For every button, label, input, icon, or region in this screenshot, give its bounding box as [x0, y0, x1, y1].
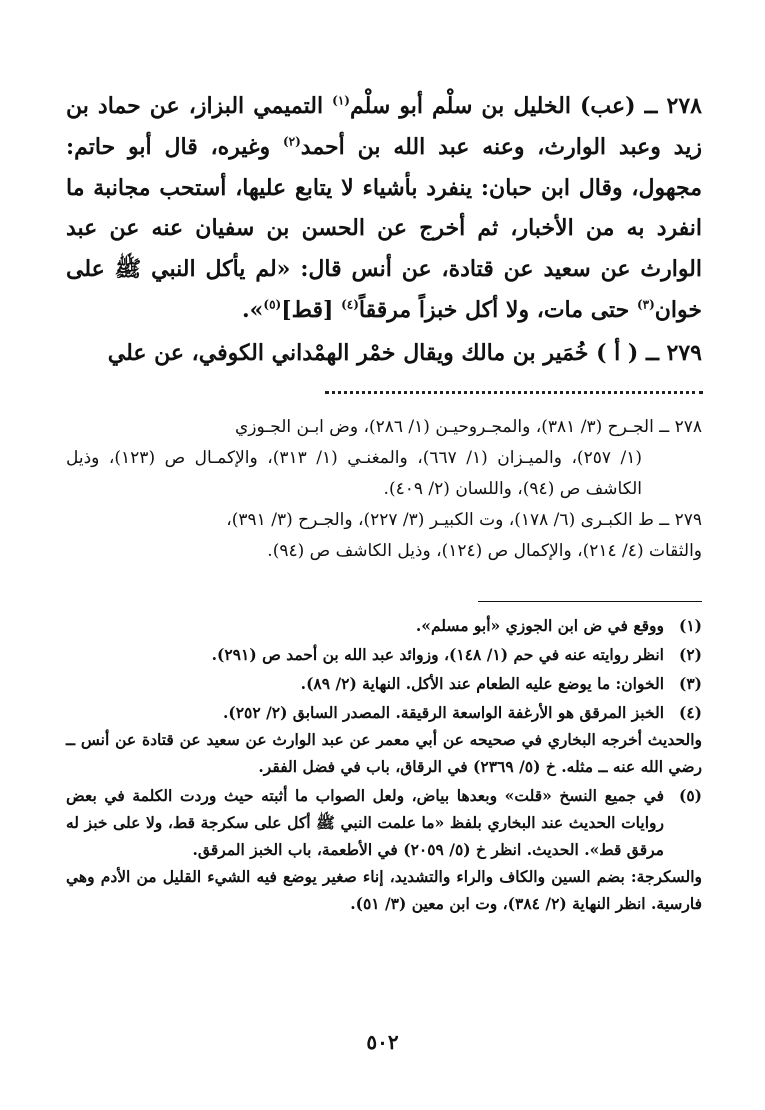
- footnote-ref-2: (٢): [282, 134, 301, 149]
- main-text: [66, 86, 702, 374]
- footnote-number: (٤): [678, 703, 702, 722]
- footnote-ref-4: (٤): [341, 297, 359, 312]
- page-number: ٥٠٢: [366, 1030, 399, 1054]
- footnote-4: [66, 699, 702, 726]
- dotted-separator: [325, 391, 703, 398]
- entry-278-text: ».: [241, 296, 264, 323]
- footnote-number: (٥): [678, 786, 702, 805]
- references-block: [66, 412, 702, 567]
- ref-279-line: ٢٧٩ ــ ط الكبـرى (٦/ ١٧٨)، وت الكبيـر (٣/ ٢٢٧)، والجـرح (٣/ ٣٩١)،: [226, 510, 702, 530]
- entry-278: [66, 86, 702, 331]
- footnotes-block: [66, 612, 702, 917]
- footnote-ref-3: (٣): [636, 297, 655, 312]
- footnote-text: انظر روايته عنه في حم (١/ ١٤٨)، وزوائد عبد الله بن أحمد ص (٢٩١).: [211, 645, 664, 664]
- footnote-text: الخبز المرقق هو الأرغفة الواسعة الرقيقة. المصدر السابق (٢/ ٢٥٢).: [222, 703, 664, 722]
- footnote-ref-1: (١): [332, 93, 350, 108]
- footnote-2: [66, 641, 702, 668]
- entry-278-text: التميمي البزاز، عن حماد بن زيد وعبد الوارث، وعنه عبد الله بن أحمد: [66, 93, 702, 160]
- entry-279: ٢٧٩ ــ ( أ ) خُمَير بن مالك ويقال خمْر الهمْداني الكوفي، عن علي: [107, 339, 702, 366]
- footnote-number: (١): [678, 616, 702, 635]
- ref-278-continuation: (١/ ٢٥٧)، والميـزان (١/ ٦٦٧)، والمغنـي (١/ ٣١٣)، والإكمـال ص (١٢٣)، وذيل الكاشف ص (٩٤)، واللسان (٢/ ٤٠٩).: [66, 448, 642, 499]
- entry-278-text: ٢٧٨ ــ (عب) الخليل بن سلْم أبو سلْم: [349, 93, 702, 119]
- footnote-5-continuation: والسكرجة: بضم السين والكاف والراء والتشديد، إناء صغير يوضع فيه الشيء القليل من الأدم وهي فارسية. انظر النهاية (٢/ ٣٨٤)، وت ابن معين (٣/ ٥١).: [66, 867, 702, 913]
- footnote-3: [66, 670, 702, 697]
- footnote-number: (٣): [678, 674, 702, 693]
- entry-278-text: [قط]: [281, 296, 342, 323]
- footnote-text: ووقع في ض ابن الجوزي «أبو مسلم».: [415, 616, 664, 635]
- footnote-number: (٢): [678, 645, 702, 664]
- footnote-4-continuation: والحديث أخرجه البخاري في صحيحه عن أبي معمر عن عبد الوارث عن سعيد عن قتادة عن أنس ــ رضي الله عنه ــ مثله. خ (٥/ ٢٣٦٩) في الرقاق، باب في فضل الفقر.: [66, 730, 702, 776]
- entry-278-text: وغيره، قال أبو حاتم: مجهول، وقال ابن حبان: ينفرد بأشياء لا يتابع عليها، أستحب مجانبة ما انفرد به من الأخبار، ثم أخرج عن الحسن بن سفيان عنه عن عبد الوارث عن سعيد عن قتادة، عن أنس قال: «لم يأكل النبي ﷺ على خوان: [66, 133, 702, 323]
- footnote-1: [66, 612, 702, 639]
- ref-279-continuation: والثقات (٤/ ٢١٤)، والإكمال ص (١٢٤)، وذيل الكاشف ص (٩٤).: [267, 541, 702, 561]
- footnote-text: في جميع النسخ «قلت» وبعدها بياض، ولعل الصواب ما أثبته حيث وردت الكلمة في بعض روايات الحديث عند البخاري بلفظ «ما علمت النبي ﷺ أكل على سكرجة قط، ولا على خبز له مرقق قط». الحديث. انظر خ (٥/ ٢٠٥٩) في الأطعمة، باب الخبز المرقق.: [66, 786, 664, 859]
- footnote-rule: [478, 601, 702, 602]
- entry-278-text: حتى مات، ولا أكل خبزاً مرققاً: [358, 296, 637, 323]
- ref-278-line: ٢٧٨ ــ الجـرح (٣/ ٣٨١)، والمجـروحيـن (١/ ٢٨٦)، وض ابـن الجـوزي: [234, 417, 702, 437]
- footnote-text: الخوان: ما يوضع عليه الطعام عند الأكل. النهاية (٢/ ٨٩).: [300, 674, 664, 693]
- footnote-5: [66, 782, 702, 863]
- footnote-ref-5: (٥): [263, 297, 282, 312]
